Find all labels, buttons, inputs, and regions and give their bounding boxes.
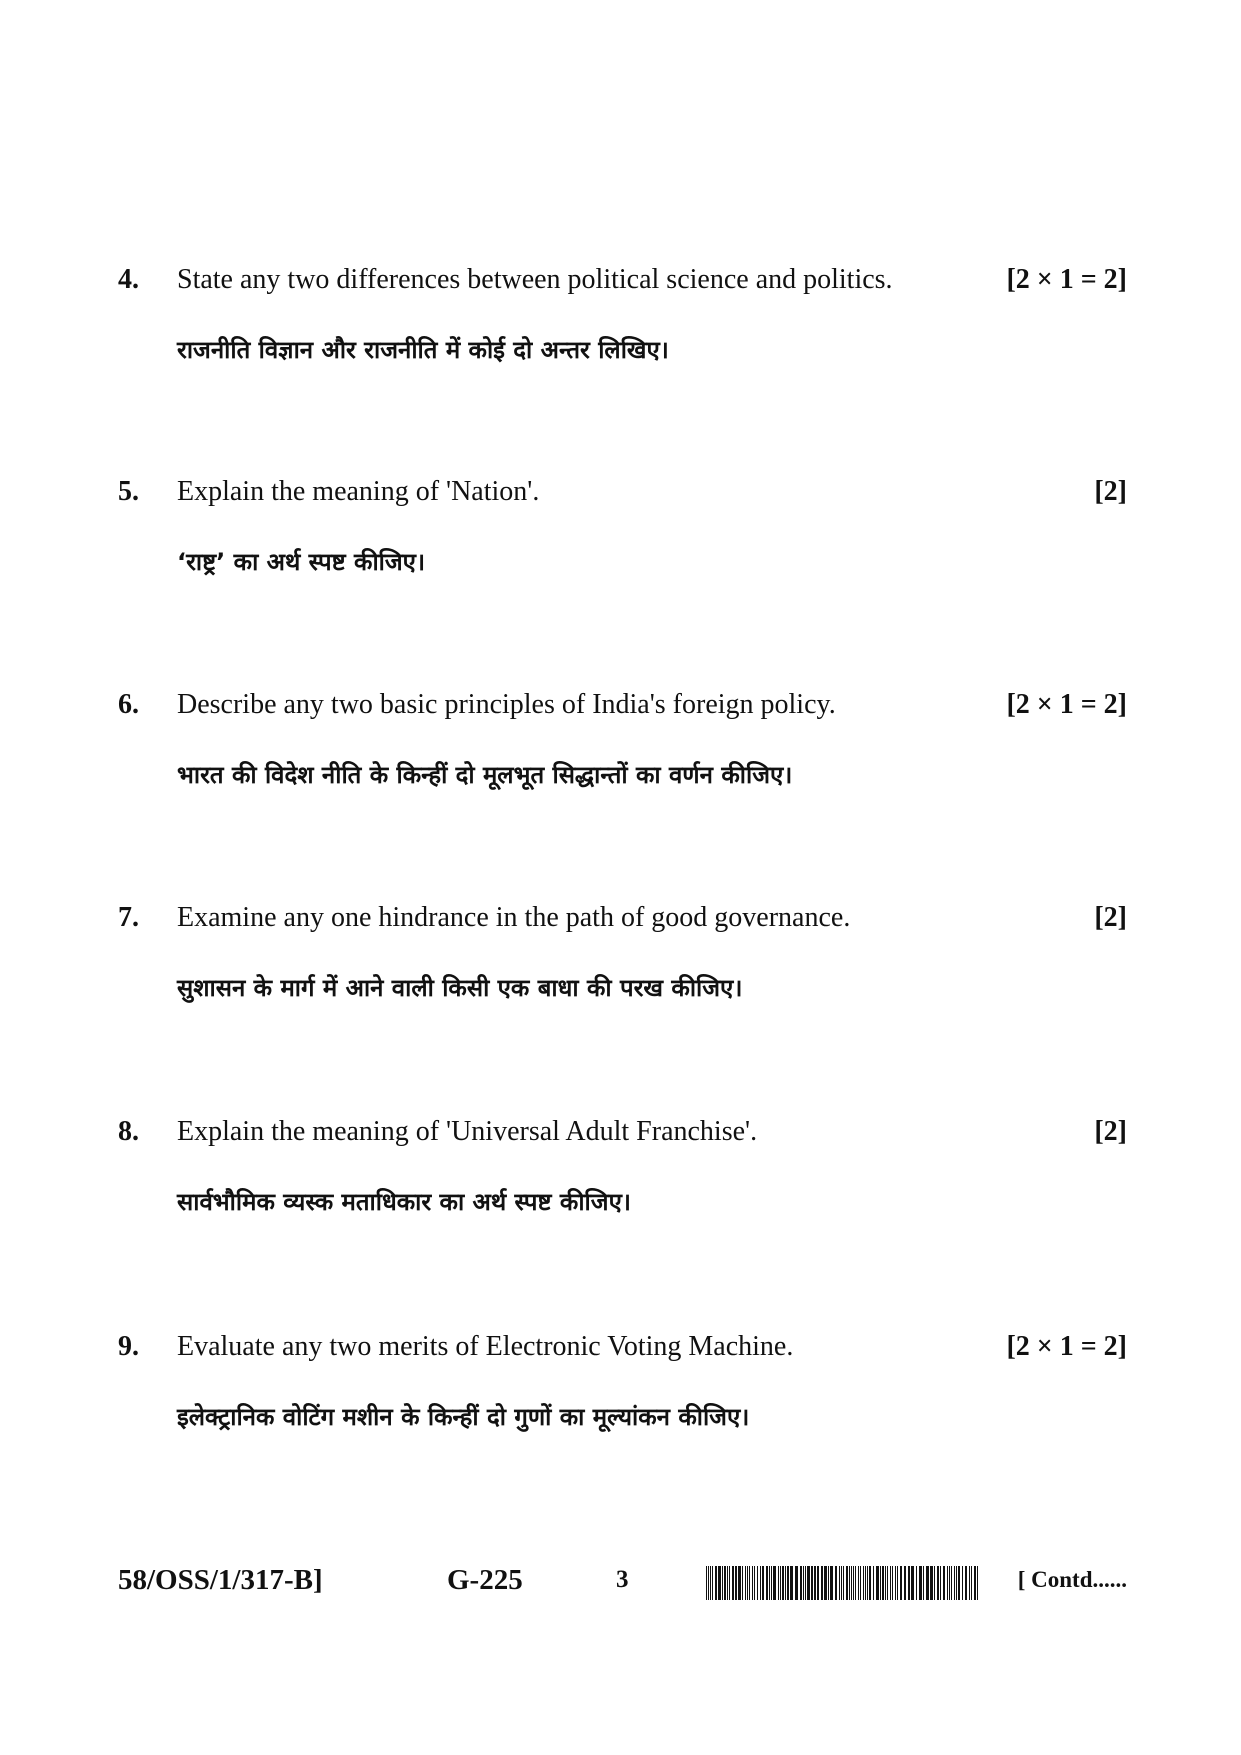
question-number: 9. xyxy=(118,1331,139,1362)
question-8 xyxy=(0,1115,1241,1255)
question-number: 6. xyxy=(118,689,139,720)
question-4 xyxy=(0,263,1241,403)
question-text: Describe any two basic principles of India's foreign policy. xyxy=(177,689,836,720)
question-7 xyxy=(0,901,1241,1041)
question-number: 7. xyxy=(118,902,139,933)
question-marks: [2 × 1 = 2] xyxy=(1006,1331,1127,1362)
question-hindi-text: ‘राष्ट्र’ का अर्थ स्पष्ट कीजिए। xyxy=(177,548,426,576)
series-code: G-225 xyxy=(447,1564,523,1596)
question-5 xyxy=(0,475,1241,615)
question-number: 5. xyxy=(118,476,139,507)
question-marks: [2] xyxy=(1094,1116,1127,1147)
question-marks: [2] xyxy=(1094,476,1127,507)
question-marks: [2 × 1 = 2] xyxy=(1006,689,1127,720)
question-9 xyxy=(0,1330,1241,1470)
question-hindi-text: सार्वभौमिक व्यस्क मताधिकार का अर्थ स्पष्ट कीजिए। xyxy=(177,1188,631,1216)
question-number: 4. xyxy=(118,264,139,295)
question-text: Evaluate any two merits of Electronic Voting Machine. xyxy=(177,1331,794,1362)
barcode xyxy=(706,1566,978,1600)
continued-label: [ Contd...... xyxy=(1017,1567,1127,1592)
question-hindi-text: इलेक्ट्रानिक वोटिंग मशीन के किन्हीं दो गुणों का मूल्यांकन कीजिए। xyxy=(177,1403,750,1431)
question-text: Examine any one hindrance in the path of good governance. xyxy=(177,902,851,933)
question-text: Explain the meaning of 'Universal Adult Franchise'. xyxy=(177,1116,758,1147)
question-hindi-text: भारत की विदेश नीति के किन्हीं दो मूलभूत सिद्धान्तों का वर्णन कीजिए। xyxy=(177,761,793,789)
question-marks: [2] xyxy=(1094,902,1127,933)
question-6 xyxy=(0,688,1241,828)
page-number: 3 xyxy=(616,1566,629,1593)
question-hindi-text: सुशासन के मार्ग में आने वाली किसी एक बाधा की परख कीजिए। xyxy=(177,974,743,1002)
question-text: State any two differences between political science and politics. xyxy=(177,264,893,295)
question-number: 8. xyxy=(118,1116,139,1147)
question-text: Explain the meaning of 'Nation'. xyxy=(177,476,540,507)
paper-code: 58/OSS/1/317-B] xyxy=(118,1564,323,1596)
question-marks: [2 × 1 = 2] xyxy=(1006,264,1127,295)
page-footer xyxy=(0,1562,1241,1602)
question-hindi-text: राजनीति विज्ञान और राजनीति में कोई दो अन्तर लिखिए। xyxy=(177,336,669,364)
